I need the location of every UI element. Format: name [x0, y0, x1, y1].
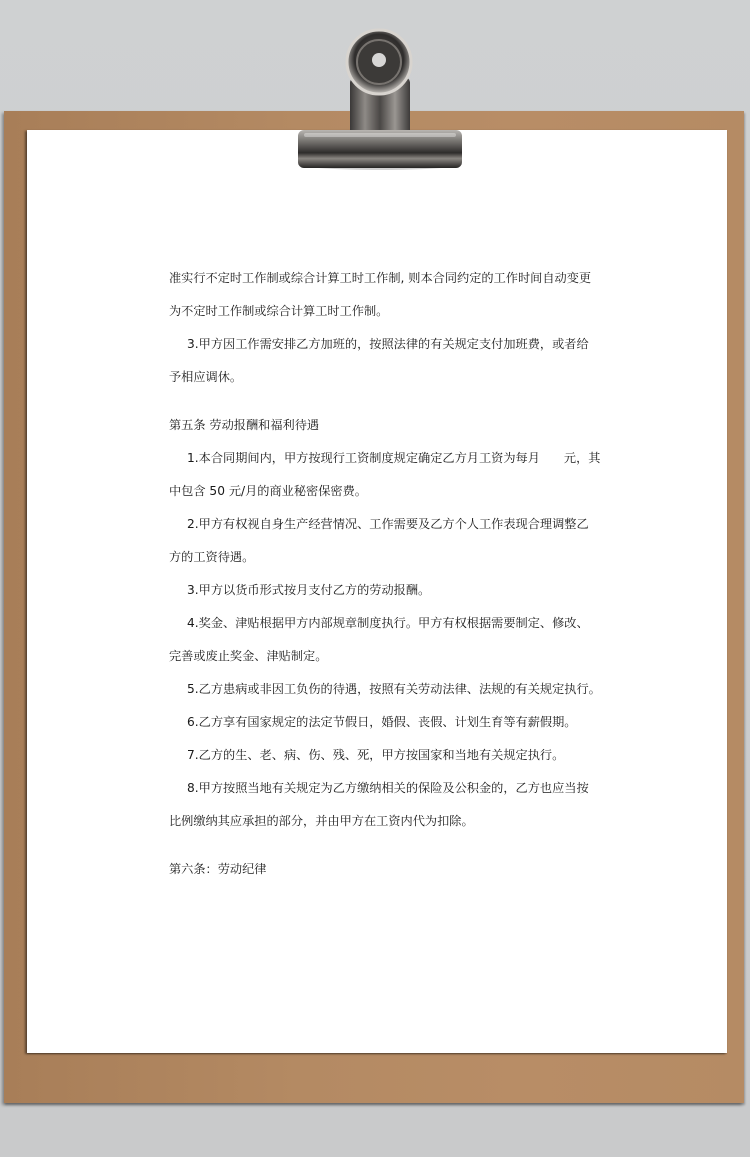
text-segment: 1.本合同期间内，甲方按现行工资制度规定确定乙方月工资为每月 — [187, 451, 540, 465]
text-line: 予相应调休。 — [169, 370, 243, 384]
article-5-item-3: 3.甲方以货币形式按月支付乙方的劳动报酬。 — [187, 583, 431, 597]
text-line: 3.甲方因工作需安排乙方加班的，按照法律的有关规定支付加班费，或者给 — [187, 337, 589, 351]
article-5-item-6: 6.乙方享有国家规定的法定节假日，婚假、丧假、计划生育等有薪假期。 — [187, 715, 577, 729]
text-line: 为不定时工作制或综合计算工时工作制。 — [169, 304, 389, 318]
article-6-heading: 第六条：劳动纪律 — [169, 862, 267, 876]
article-5-item-5: 5.乙方患病或非因工负伤的待遇，按照有关劳动法律、法规的有关规定执行。 — [187, 682, 601, 696]
article-5-item-7: 7.乙方的生、老、病、伤、残、死，甲方按国家和当地有关规定执行。 — [187, 748, 565, 762]
text-line: 准实行不定时工作制或综合计算工时工作制, 则本合同约定的工作时间自动变更 — [169, 271, 592, 285]
article-5-item-2: 2.甲方有权视自身生产经营情况、工作需要及乙方个人工作表现合理调整乙 — [187, 517, 589, 531]
text-line: 比例缴纳其应承担的部分，并由甲方在工资内代为扣除。 — [169, 814, 474, 828]
text-line: 方的工资待遇。 — [169, 550, 255, 564]
contract-text — [169, 268, 601, 892]
article-5-item-1 — [169, 448, 601, 468]
article-5-item-4: 4.奖金、津贴根据甲方内部规章制度执行。甲方有权根据需要制定、修改、 — [187, 616, 589, 630]
text-line: 中包含 50 元/月的商业秘密保密费。 — [169, 484, 367, 498]
text-line: 完善或废止奖金、津贴制定。 — [169, 649, 328, 663]
text-segment: 元，其 — [563, 451, 601, 465]
article-5-item-8: 8.甲方按照当地有关规定为乙方缴纳相关的保险及公积金的，乙方也应当按 — [187, 781, 589, 795]
article-5-heading: 第五条 劳动报酬和福利待遇 — [169, 418, 320, 432]
binder-clip-icon — [290, 22, 470, 172]
